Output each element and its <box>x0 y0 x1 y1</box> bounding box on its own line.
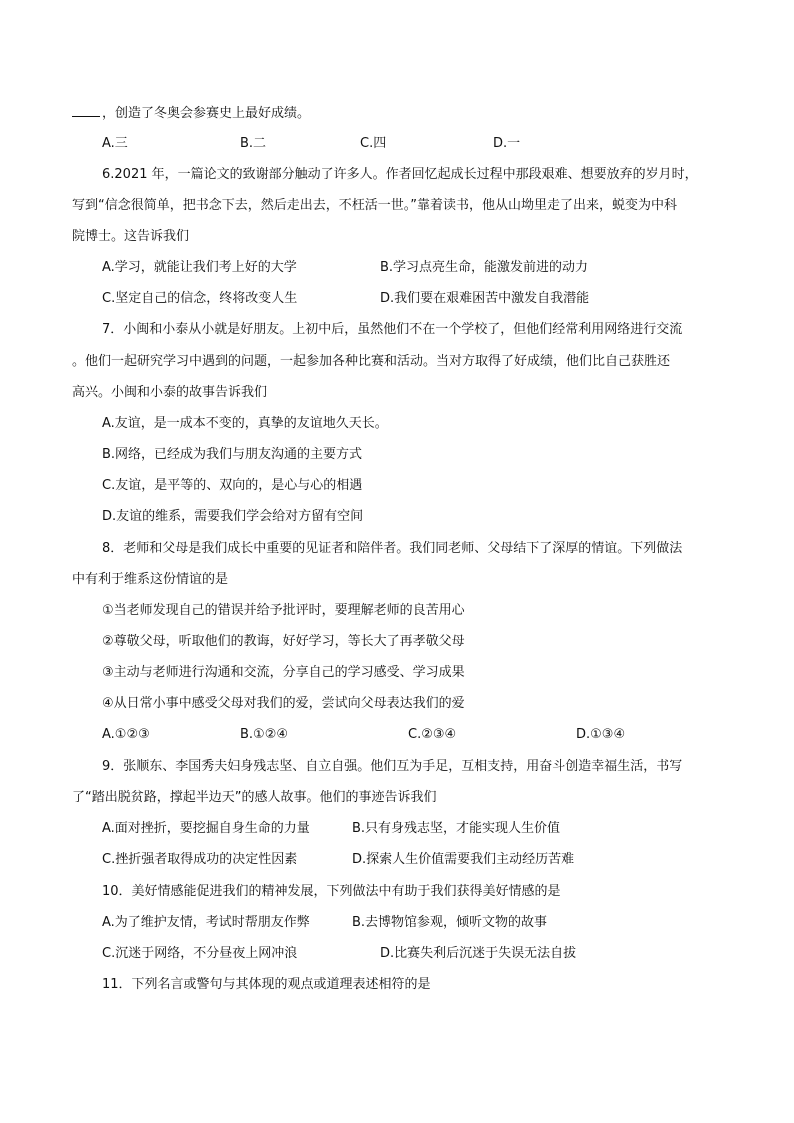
q8-statement-3: ③主动与老师进行沟通和交流，分享自己的学习感受、学习成果 <box>102 665 465 680</box>
q7-stem-line-2: 。他们一起研究学习中遇到的问题，一起参加各种比赛和活动。当对方取得了好成绩，他们比自己获胜还 <box>72 354 671 369</box>
q9-option-a: A.面对挫折，要挖掘自身生命的力量 <box>102 821 310 836</box>
q8-statement-1: ①当老师发现自己的错误并给予批评时，要理解老师的良苦用心 <box>102 603 465 618</box>
answer-blank <box>72 104 100 117</box>
q10-option-a: A.为了维护友情，考试时帮朋友作弊 <box>102 915 310 930</box>
q7-option-d: D.友谊的维系，需要我们学会给对方留有空间 <box>102 509 364 524</box>
q8-option-b: B.①②④ <box>240 727 289 742</box>
q5-option-d: D.一 <box>493 136 521 151</box>
q10-stem-line-1: 10．美好情感能促进我们的精神发展，下列做法中有助于我们获得美好情感的是 <box>102 884 561 899</box>
q8-statement-2: ②尊敬父母，听取他们的教诲，好好学习，等长大了再孝敬父母 <box>102 634 465 649</box>
q8-option-c: C.②③④ <box>408 727 457 742</box>
q7-stem-line-3: 高兴。小闽和小泰的故事告诉我们 <box>72 385 268 400</box>
q8-stem-line-1: 8．老师和父母是我们成长中重要的见证者和陪伴者。我们同老师、父母结下了深厚的情谊。下列做法 <box>102 541 683 556</box>
q6-option-d: D.我们要在艰难困苦中激发自我潜能 <box>380 291 590 306</box>
q6-option-a: A.学习，就能让我们考上好的大学 <box>102 260 297 275</box>
q7-option-c: C.友谊，是平等的、双向的，是心与心的相遇 <box>102 478 363 493</box>
q8-stem-line-2: 中有利于维系这份情谊的是 <box>72 572 229 587</box>
q6-option-b: B.学习点亮生命，能激发前进的动力 <box>380 260 589 275</box>
q7-option-a: A.友谊，是一成本不变的，真挚的友谊地久天长。 <box>102 416 388 431</box>
q7-option-b: B.网络，已经成为我们与朋友沟通的主要方式 <box>102 447 363 462</box>
q5-option-a: A.三 <box>102 136 128 151</box>
q11-stem-line-1: 11．下列名言或警句与其体现的观点或道理表述相符的是 <box>102 977 431 992</box>
q6-stem-line-2: 写到“信念很简单，把书念下去，然后走出去，不枉活一世。”靠着读书，他从山坳里走了出来，蜕变为中科 <box>72 198 677 213</box>
q9-option-d: D.探索人生价值需要我们主动经历苦难 <box>352 852 575 867</box>
q9-option-c: C.挫折强者取得成功的决定性因素 <box>102 852 298 867</box>
q5-option-b: B.二 <box>240 136 267 151</box>
q8-statement-4: ④从日常小事中感受父母对我们的爱，尝试向父母表达我们的爱 <box>102 696 465 711</box>
q7-stem-line-1: 7．小闽和小泰从小就是好朋友。上初中后，虽然他们不在一个学校了，但他们经常利用网络进行交流 <box>102 322 683 337</box>
q5-tail-text: ，创造了冬奥会参赛史上最好成绩。 <box>102 106 311 121</box>
q5-option-c: C.四 <box>360 136 387 151</box>
q5-tail-line <box>72 104 310 123</box>
q9-option-b: B.只有身残志坚，才能实现人生价值 <box>352 821 561 836</box>
q9-stem-line-1: 9．张顺东、李国秀夫妇身残志坚、自立自强。他们互为手足，互相支持，用奋斗创造幸福生活，书写 <box>102 759 683 774</box>
q10-option-c: C.沉迷于网络，不分昼夜上网冲浪 <box>102 946 298 961</box>
q6-stem-line-1: 6.2021 年，一篇论文的致谢部分触动了许多人。作者回忆起成长过程中那段艰难、想要放弃的岁月时， <box>102 167 698 182</box>
q6-stem-line-3: 院博士。这告诉我们 <box>72 229 190 244</box>
q9-stem-line-2: 了“踏出脱贫路，撑起半边天”的感人故事。他们的事迹告诉我们 <box>72 790 437 805</box>
q8-option-a: A.①②③ <box>102 727 150 742</box>
q8-option-d: D.①③④ <box>576 727 626 742</box>
q10-option-b: B.去博物馆参观，倾听文物的故事 <box>352 915 548 930</box>
q10-option-d: D.比赛失利后沉迷于失误无法自拔 <box>380 946 577 961</box>
q6-option-c: C.坚定自己的信念，终将改变人生 <box>102 291 298 306</box>
